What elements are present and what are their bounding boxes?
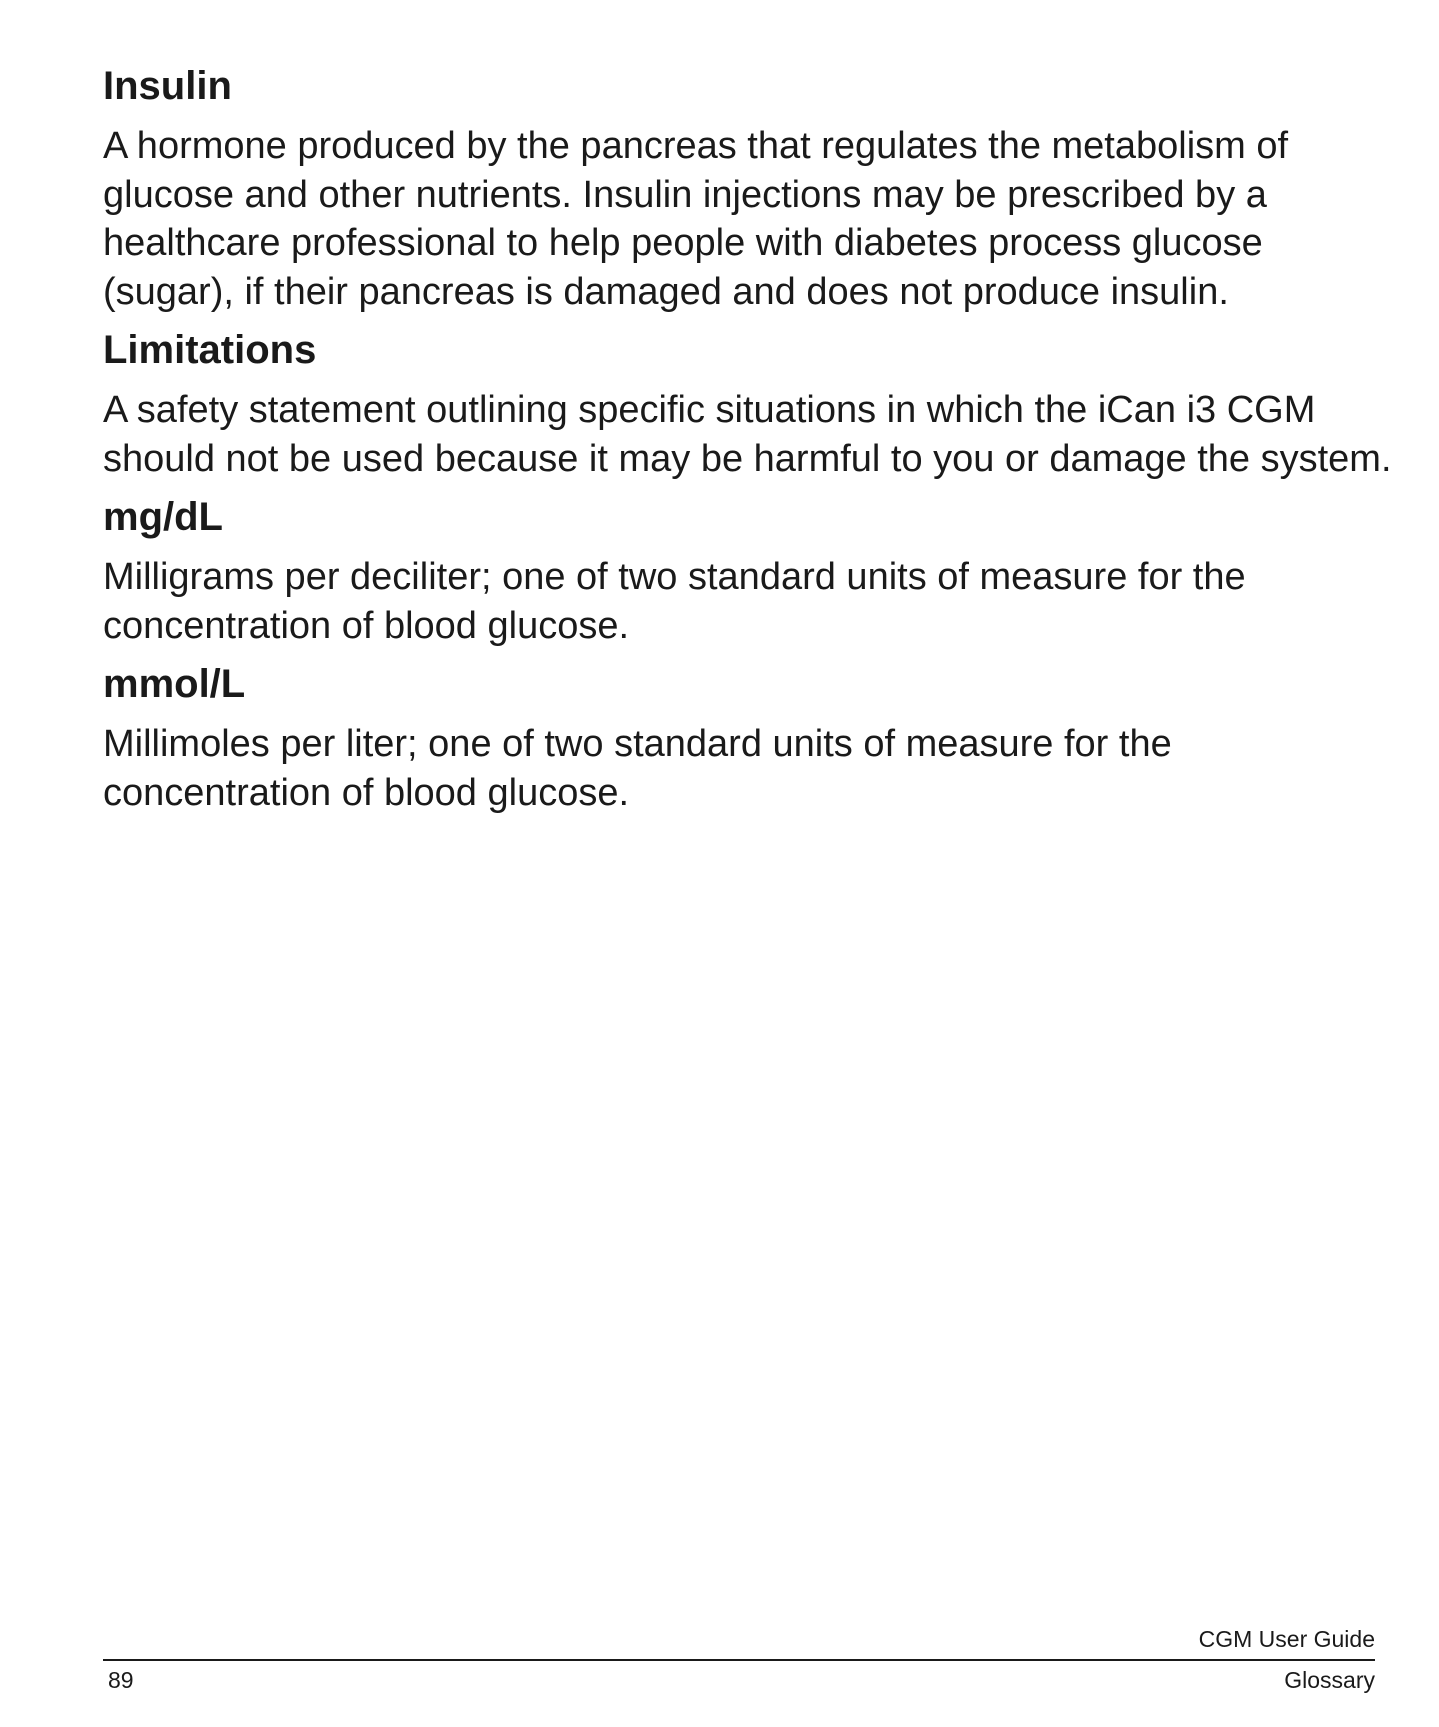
footer-section-name: Glossary xyxy=(1284,1667,1375,1693)
glossary-definition: Millimoles per liter; one of two standard units of measure for the concentration of blood glucose. xyxy=(103,723,1172,814)
page-footer xyxy=(103,1625,1375,1695)
glossary-entry-limitations xyxy=(103,326,1393,483)
glossary-definition: A safety statement outlining specific situations in which the iCan i3 CGM should not be used because it may be harmful to you or damage the system. xyxy=(103,389,1392,480)
glossary-entry-insulin xyxy=(103,62,1393,316)
glossary-definition: Milligrams per deciliter; one of two standard units of measure for the concentration of blood glucose. xyxy=(103,556,1246,647)
glossary-entry-mg-dl xyxy=(103,493,1393,650)
footer-divider xyxy=(103,1659,1375,1661)
glossary-term: mg/dL xyxy=(103,495,223,539)
glossary-content xyxy=(103,62,1393,827)
glossary-term: Limitations xyxy=(103,328,317,372)
glossary-term: Insulin xyxy=(103,64,232,108)
footer-guide-title: CGM User Guide xyxy=(1198,1626,1375,1652)
glossary-definition: A hormone produced by the pancreas that regulates the metabolism of glucose and other nutrients. Insulin injections may be prescribed by a healthcare professional to help people with diabetes process glucose (sugar), if their pancreas is damaged and does not produce insulin. xyxy=(103,125,1289,313)
glossary-term: mmol/L xyxy=(103,662,246,706)
page-number: 89 xyxy=(108,1667,134,1693)
glossary-entry-mmol-l xyxy=(103,660,1393,817)
